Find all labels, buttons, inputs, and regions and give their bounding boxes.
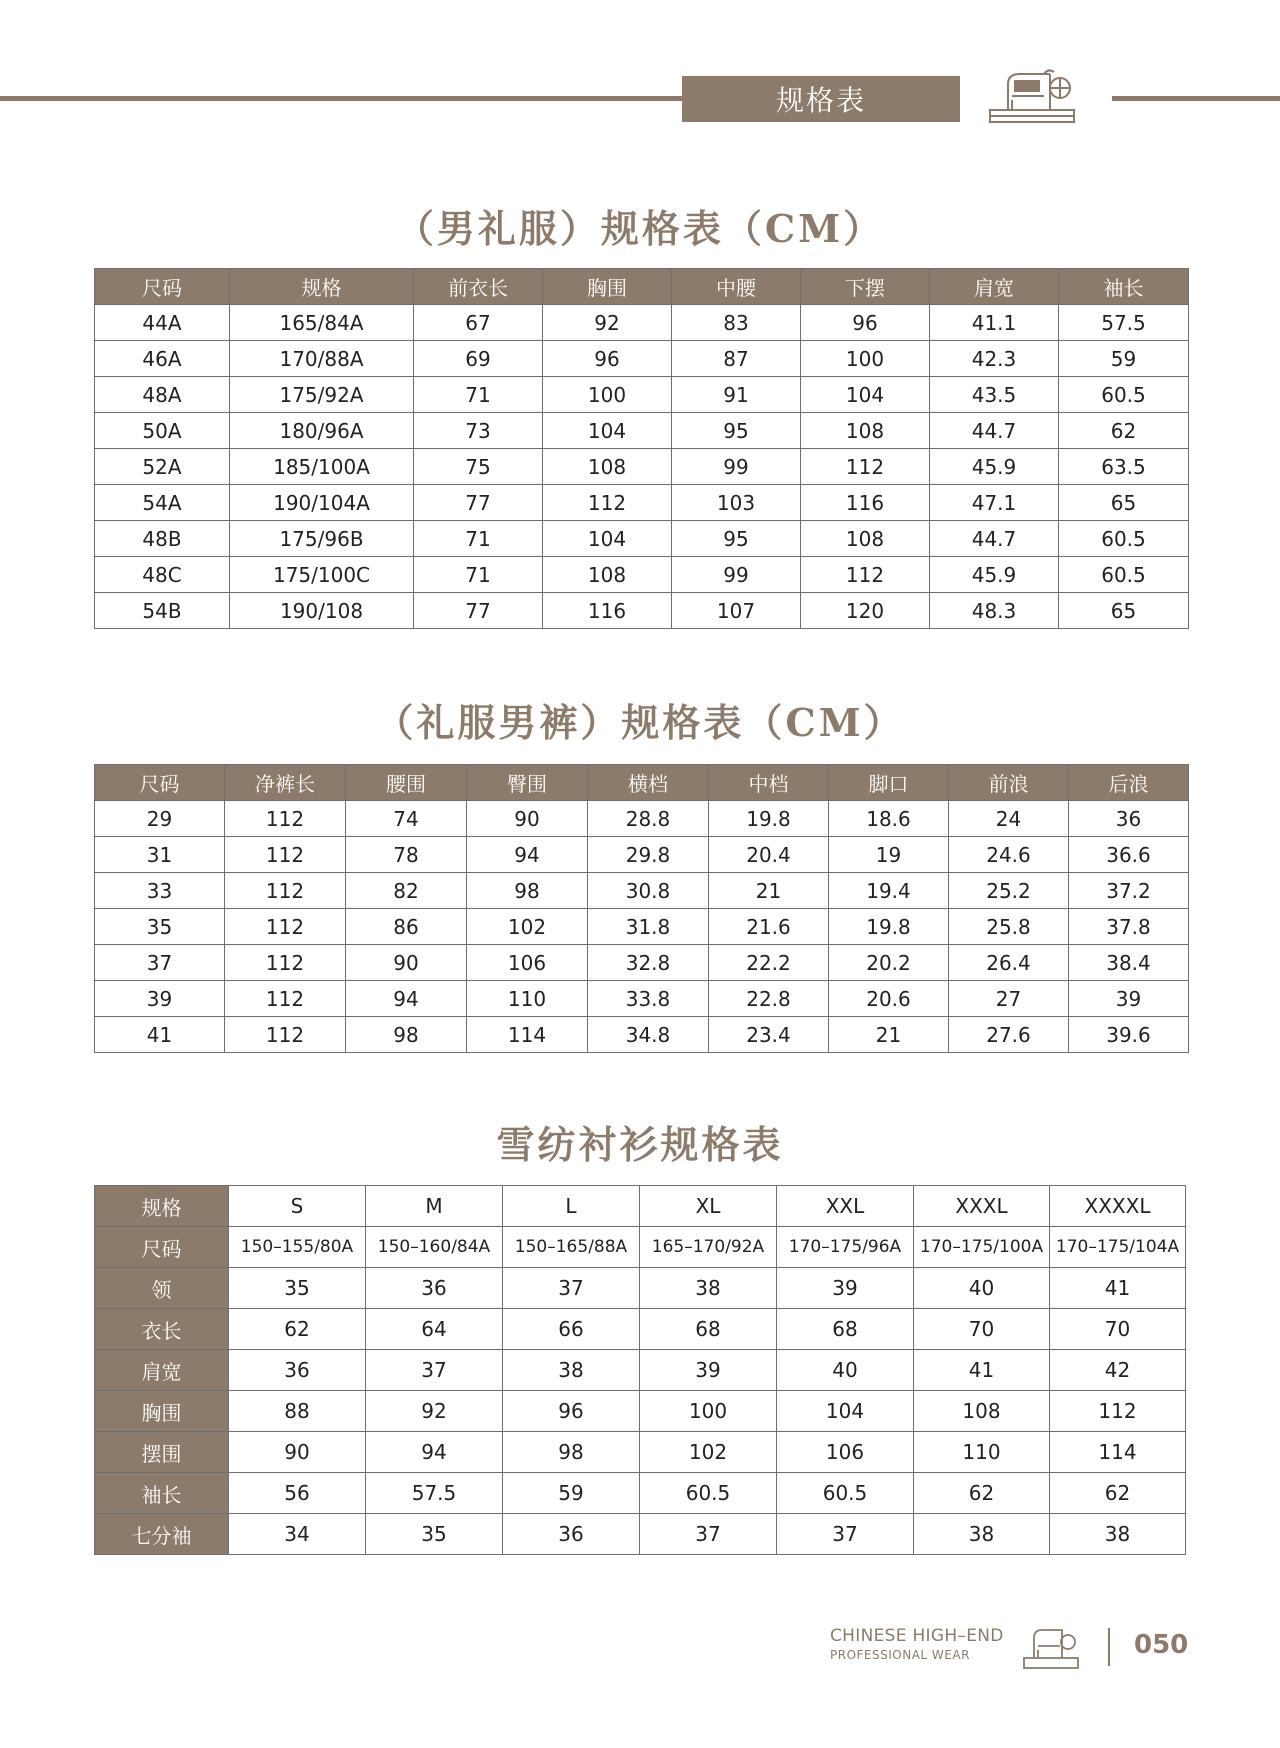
table-cell: 57.5 [366, 1473, 503, 1514]
column-header: 臀围 [467, 765, 588, 801]
footer-brand [830, 1626, 1004, 1662]
table-cell: 99 [672, 557, 801, 593]
table-cell: 64 [366, 1309, 503, 1350]
table-cell: 190/108 [230, 593, 414, 629]
table-row [95, 413, 1189, 449]
table-cell: 45.9 [930, 557, 1059, 593]
table-cell: 190/104A [230, 485, 414, 521]
table-cell: 94 [366, 1432, 503, 1473]
table-cell: 44.7 [930, 413, 1059, 449]
table-cell: 108 [914, 1391, 1050, 1432]
table-cell: S [229, 1186, 366, 1227]
table-cell: 62 [229, 1309, 366, 1350]
table-cell: 98 [503, 1432, 640, 1473]
table-cell: 108 [801, 521, 930, 557]
table-cell: 110 [914, 1432, 1050, 1473]
table-cell: 106 [467, 945, 588, 981]
table-cell: 95 [672, 521, 801, 557]
table-cell: 21 [829, 1017, 949, 1053]
table-cell: 170–175/96A [777, 1227, 914, 1268]
footer-line2: PROFESSIONAL WEAR [830, 1648, 970, 1662]
table-cell: 52A [95, 449, 230, 485]
table-cell: 35 [95, 909, 225, 945]
column-header: 后浪 [1069, 765, 1189, 801]
header-tag: 规格表 [682, 76, 960, 122]
table-cell: L [503, 1186, 640, 1227]
table-cell: 185/100A [230, 449, 414, 485]
table-cell: 46A [95, 341, 230, 377]
table-cell: 35 [366, 1514, 503, 1555]
row-header: 衣长 [95, 1309, 229, 1350]
table-cell: 37 [503, 1268, 640, 1309]
column-header: 尺码 [95, 765, 225, 801]
table-row [95, 909, 1189, 945]
row-header: 尺码 [95, 1227, 229, 1268]
table-cell: 59 [1059, 341, 1189, 377]
table-cell: 34 [229, 1514, 366, 1555]
table-cell: 92 [543, 305, 672, 341]
table-cell: 60.5 [1059, 557, 1189, 593]
table-cell: 60.5 [1059, 521, 1189, 557]
column-header: 净裤长 [225, 765, 346, 801]
table-cell: 73 [414, 413, 543, 449]
table-row [95, 341, 1189, 377]
header-rule-right [1112, 96, 1280, 101]
table-cell: 96 [543, 341, 672, 377]
table-cell: 83 [672, 305, 801, 341]
column-header: 袖长 [1059, 269, 1189, 305]
header-rule-left [0, 96, 682, 101]
table-cell: 100 [543, 377, 672, 413]
table-cell: 29 [95, 801, 225, 837]
table-cell: 33.8 [588, 981, 709, 1017]
table-cell: 40 [914, 1268, 1050, 1309]
table-row [95, 557, 1189, 593]
table-cell: 112 [225, 945, 346, 981]
table-cell: 107 [672, 593, 801, 629]
table-cell: 95 [672, 413, 801, 449]
table-cell: 42 [1050, 1350, 1186, 1391]
table-cell: M [366, 1186, 503, 1227]
table-cell: 71 [414, 557, 543, 593]
table-cell: 48.3 [930, 593, 1059, 629]
table-cell: 21 [709, 873, 829, 909]
table-row [95, 377, 1189, 413]
table-cell: 19.8 [709, 801, 829, 837]
table-cell: 170/88A [230, 341, 414, 377]
table-cell: 112 [225, 801, 346, 837]
column-header: 尺码 [95, 269, 230, 305]
table-cell: 56 [229, 1473, 366, 1514]
table-cell: 36 [229, 1350, 366, 1391]
table-cell: 114 [467, 1017, 588, 1053]
footer-line1: CHINESE HIGH–END [830, 1626, 1004, 1646]
table-cell: 38 [914, 1514, 1050, 1555]
chiffon-shirt-spec-table [94, 1185, 1186, 1555]
table-cell: 38 [1050, 1514, 1186, 1555]
table-cell: 39 [640, 1350, 777, 1391]
table-cell: XXXL [914, 1186, 1050, 1227]
table-cell: 175/96B [230, 521, 414, 557]
table-cell: 150–155/80A [229, 1227, 366, 1268]
table-cell: 120 [801, 593, 930, 629]
table-cell: 32.8 [588, 945, 709, 981]
table-cell: 54B [95, 593, 230, 629]
table-cell: 39 [95, 981, 225, 1017]
table-cell: 112 [225, 909, 346, 945]
table-cell: 92 [366, 1391, 503, 1432]
table-cell: 116 [543, 593, 672, 629]
table-cell: 41 [95, 1017, 225, 1053]
table-cell: 36 [366, 1268, 503, 1309]
table-row [95, 873, 1189, 909]
table-cell: 69 [414, 341, 543, 377]
table-cell: 28.8 [588, 801, 709, 837]
table-cell: 62 [914, 1473, 1050, 1514]
table-cell: 170–175/104A [1050, 1227, 1186, 1268]
column-header: 中腰 [672, 269, 801, 305]
table-row [95, 593, 1189, 629]
table-cell: 39 [1069, 981, 1189, 1017]
table-cell: 108 [543, 449, 672, 485]
column-header: 前浪 [949, 765, 1069, 801]
table-cell: 94 [346, 981, 467, 1017]
table-cell: 112 [225, 873, 346, 909]
table-row [95, 1432, 1186, 1473]
table-cell: 48B [95, 521, 230, 557]
table-cell: 112 [801, 557, 930, 593]
table-cell: 27 [949, 981, 1069, 1017]
table-cell: 54A [95, 485, 230, 521]
table-cell: 108 [543, 557, 672, 593]
mens-formal-spec-table [94, 268, 1189, 629]
table-cell: 25.2 [949, 873, 1069, 909]
table-cell: 41.1 [930, 305, 1059, 341]
table-cell: 90 [229, 1432, 366, 1473]
table-cell: 86 [346, 909, 467, 945]
table-cell: 23.4 [709, 1017, 829, 1053]
column-header: 中档 [709, 765, 829, 801]
table-cell: 48A [95, 377, 230, 413]
table-cell: 43.5 [930, 377, 1059, 413]
table-cell: 112 [801, 449, 930, 485]
table-row [95, 449, 1189, 485]
table-cell: 165/84A [230, 305, 414, 341]
table-cell: 104 [801, 377, 930, 413]
row-header: 肩宽 [95, 1350, 229, 1391]
table-cell: 37.8 [1069, 909, 1189, 945]
table-cell: 24 [949, 801, 1069, 837]
table-cell: 59 [503, 1473, 640, 1514]
table-cell: 90 [467, 801, 588, 837]
table-cell: 78 [346, 837, 467, 873]
table-cell: 104 [543, 413, 672, 449]
table-cell: 21.6 [709, 909, 829, 945]
table-cell: 112 [543, 485, 672, 521]
table-cell: 47.1 [930, 485, 1059, 521]
row-header: 胸围 [95, 1391, 229, 1432]
table-cell: 96 [503, 1391, 640, 1432]
table-row [95, 1309, 1186, 1350]
table-cell: 22.2 [709, 945, 829, 981]
table-cell: XXL [777, 1186, 914, 1227]
table-cell: 112 [225, 981, 346, 1017]
table-cell: 38 [640, 1268, 777, 1309]
table-cell: 87 [672, 341, 801, 377]
table-cell: 65 [1059, 593, 1189, 629]
table-cell: 77 [414, 593, 543, 629]
table-cell: 67 [414, 305, 543, 341]
table1-title: （男礼服）规格表（CM） [395, 206, 885, 251]
table-cell: 71 [414, 377, 543, 413]
table-row [95, 981, 1189, 1017]
table-cell: 39.6 [1069, 1017, 1189, 1053]
table-cell: 60.5 [1059, 377, 1189, 413]
table-cell: 57.5 [1059, 305, 1189, 341]
table-cell: 110 [467, 981, 588, 1017]
table-cell: 98 [346, 1017, 467, 1053]
row-header: 规格 [95, 1186, 229, 1227]
table-cell: 20.4 [709, 837, 829, 873]
table-cell: 37 [366, 1350, 503, 1391]
table-cell: 112 [1050, 1391, 1186, 1432]
table-cell: 18.6 [829, 801, 949, 837]
table-cell: 38 [503, 1350, 640, 1391]
table-row [95, 1017, 1189, 1053]
table-cell: 37 [777, 1514, 914, 1555]
table-row [95, 485, 1189, 521]
table-cell: 62 [1059, 413, 1189, 449]
table-cell: 40 [777, 1350, 914, 1391]
table-cell: 180/96A [230, 413, 414, 449]
table-cell: 100 [640, 1391, 777, 1432]
table-cell: 98 [467, 873, 588, 909]
table-cell: 175/100C [230, 557, 414, 593]
table-cell: 44.7 [930, 521, 1059, 557]
table-cell: 33 [95, 873, 225, 909]
table-cell: 65 [1059, 485, 1189, 521]
table-cell: 50A [95, 413, 230, 449]
table-cell: 30.8 [588, 873, 709, 909]
table-cell: 165–170/92A [640, 1227, 777, 1268]
table-cell: 29.8 [588, 837, 709, 873]
column-header: 规格 [230, 269, 414, 305]
table-row [95, 1227, 1186, 1268]
table-cell: XL [640, 1186, 777, 1227]
table-cell: 25.8 [949, 909, 1069, 945]
table-cell: 102 [640, 1432, 777, 1473]
sewing-machine-icon [1022, 1624, 1080, 1670]
column-header: 横档 [588, 765, 709, 801]
table-row [95, 521, 1189, 557]
table-cell: 108 [801, 413, 930, 449]
page-number: 050 [1134, 1630, 1189, 1660]
table-cell: 19.8 [829, 909, 949, 945]
table-cell: 27.6 [949, 1017, 1069, 1053]
table-cell: 31.8 [588, 909, 709, 945]
table-cell: 104 [777, 1391, 914, 1432]
table-cell: 116 [801, 485, 930, 521]
table-cell: 150–160/84A [366, 1227, 503, 1268]
table-cell: 71 [414, 521, 543, 557]
table-cell: 37.2 [1069, 873, 1189, 909]
table-cell: 37 [640, 1514, 777, 1555]
table-row [95, 801, 1189, 837]
table-cell: 75 [414, 449, 543, 485]
table-cell: 70 [914, 1309, 1050, 1350]
table-cell: 39 [777, 1268, 914, 1309]
table-cell: 37 [95, 945, 225, 981]
table-cell: 44A [95, 305, 230, 341]
table-cell: 77 [414, 485, 543, 521]
column-header: 前衣长 [414, 269, 543, 305]
table-cell: 88 [229, 1391, 366, 1432]
table-cell: 24.6 [949, 837, 1069, 873]
table-cell: 36 [503, 1514, 640, 1555]
table-cell: 68 [777, 1309, 914, 1350]
table-row [95, 1391, 1186, 1432]
table-cell: 96 [801, 305, 930, 341]
table-cell: 48C [95, 557, 230, 593]
table-cell: 22.8 [709, 981, 829, 1017]
table-cell: 38.4 [1069, 945, 1189, 981]
table-cell: 100 [801, 341, 930, 377]
table-cell: 104 [543, 521, 672, 557]
table-cell: 91 [672, 377, 801, 413]
table-row [95, 1268, 1186, 1309]
table-cell: 68 [640, 1309, 777, 1350]
table-cell: 170–175/100A [914, 1227, 1050, 1268]
table-cell: 82 [346, 873, 467, 909]
table-cell: 42.3 [930, 341, 1059, 377]
table-cell: 90 [346, 945, 467, 981]
table-cell: 70 [1050, 1309, 1186, 1350]
table-cell: 175/92A [230, 377, 414, 413]
table-row [95, 945, 1189, 981]
column-header: 腰围 [346, 765, 467, 801]
formal-trousers-spec-table [94, 764, 1189, 1053]
table-cell: 41 [914, 1350, 1050, 1391]
table-cell: 106 [777, 1432, 914, 1473]
table-cell: 20.2 [829, 945, 949, 981]
table-cell: 66 [503, 1309, 640, 1350]
table3-title: 雪纺衬衫规格表 [496, 1122, 784, 1167]
table-cell: 94 [467, 837, 588, 873]
table-cell: 112 [225, 837, 346, 873]
table-cell: 26.4 [949, 945, 1069, 981]
sewing-machine-icon [988, 66, 1076, 126]
row-header: 摆围 [95, 1432, 229, 1473]
table-cell: 112 [225, 1017, 346, 1053]
footer-divider [1108, 1628, 1110, 1666]
table-cell: 102 [467, 909, 588, 945]
column-header: 胸围 [543, 269, 672, 305]
table-row [95, 837, 1189, 873]
table-cell: 60.5 [640, 1473, 777, 1514]
row-header: 袖长 [95, 1473, 229, 1514]
table-cell: 74 [346, 801, 467, 837]
table-cell: 99 [672, 449, 801, 485]
row-header: 七分袖 [95, 1514, 229, 1555]
column-header: 肩宽 [930, 269, 1059, 305]
table-cell: 45.9 [930, 449, 1059, 485]
table-row [95, 1350, 1186, 1391]
table-cell: 114 [1050, 1432, 1186, 1473]
table-cell: 150–165/88A [503, 1227, 640, 1268]
table-cell: 62 [1050, 1473, 1186, 1514]
table-cell: 60.5 [777, 1473, 914, 1514]
table-cell: 41 [1050, 1268, 1186, 1309]
row-header: 领 [95, 1268, 229, 1309]
table-cell: 35 [229, 1268, 366, 1309]
table-row [95, 305, 1189, 341]
table-cell: 36 [1069, 801, 1189, 837]
column-header: 下摆 [801, 269, 930, 305]
table-cell: 20.6 [829, 981, 949, 1017]
table-cell: 103 [672, 485, 801, 521]
table-cell: 63.5 [1059, 449, 1189, 485]
table2-title: （礼服男裤）规格表（CM） [375, 700, 905, 745]
column-header: 脚口 [829, 765, 949, 801]
table-cell: 19.4 [829, 873, 949, 909]
table-cell: 34.8 [588, 1017, 709, 1053]
table-cell: 31 [95, 837, 225, 873]
table-row [95, 1514, 1186, 1555]
table-row [95, 1186, 1186, 1227]
table-cell: 36.6 [1069, 837, 1189, 873]
table-cell: 19 [829, 837, 949, 873]
table-row [95, 1473, 1186, 1514]
table-cell: XXXXL [1050, 1186, 1186, 1227]
